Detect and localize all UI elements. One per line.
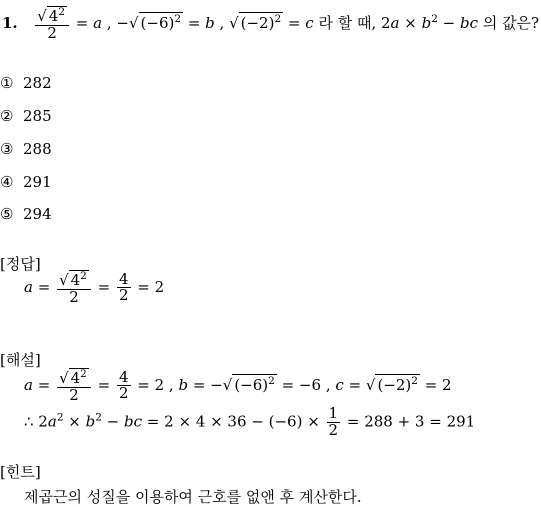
- solution-heading: [해설]: [0, 351, 41, 369]
- choice-mark: ⑤: [0, 205, 14, 223]
- choice-3[interactable]: [0, 140, 52, 158]
- problem-number: 1.: [2, 13, 18, 32]
- answer-formula: a = $\frac{√ 4^2}{2}$ = $\frac{4}{2}$ = 2: [24, 269, 165, 306]
- choice-value: 288: [23, 140, 52, 158]
- hint-heading: [힌트]: [0, 463, 41, 481]
- choice-mark: ②: [0, 107, 14, 125]
- problem-suffix: 의 값은?: [482, 13, 540, 32]
- choice-mark: ③: [0, 140, 14, 158]
- choice-mark: ①: [0, 74, 14, 92]
- choice-value: 282: [23, 74, 52, 92]
- choice-mark: ④: [0, 173, 14, 191]
- choice-value: 285: [23, 107, 52, 125]
- hint-text: 제곱근의 성질을 이용하여 근호를 없앤 후 계산한다.: [24, 488, 362, 506]
- choice-value: 291: [23, 173, 52, 191]
- choice-1[interactable]: [0, 74, 52, 92]
- choice-2[interactable]: [0, 107, 52, 125]
- solution-line-1: a = $\frac{√ 4^2}{2}$ = $\frac{4}{2}$ = 2 , b = −√ $(-6)^2 = -6$ , c = √ $(-2)^2 = 2$: [24, 367, 452, 404]
- choice-value: 294: [23, 205, 52, 223]
- problem-mid-text: 라 할 때,: [318, 13, 377, 32]
- choice-4[interactable]: [0, 173, 52, 191]
- problem-statement: 1. $\frac{√ 4^2}{2}$ = a , −√ $(-6)^2 = b$ , √ $(-2)^2 = c$ 라 할 때, $2a \times b^2$ − bc 의 값은?: [2, 6, 540, 42]
- solution-line-2: ∴ $2a^2 \times b^2$ − bc = 2 × 4 × 36 − (−6) × $\frac{1}{2}$ = 288 + 3 = 291: [24, 404, 476, 439]
- answer-heading: [정답]: [0, 255, 41, 273]
- choice-5[interactable]: [0, 205, 52, 223]
- fraction-sqrt4sq-over-2: $\frac{√ 4^2}{2}$: [35, 6, 69, 42]
